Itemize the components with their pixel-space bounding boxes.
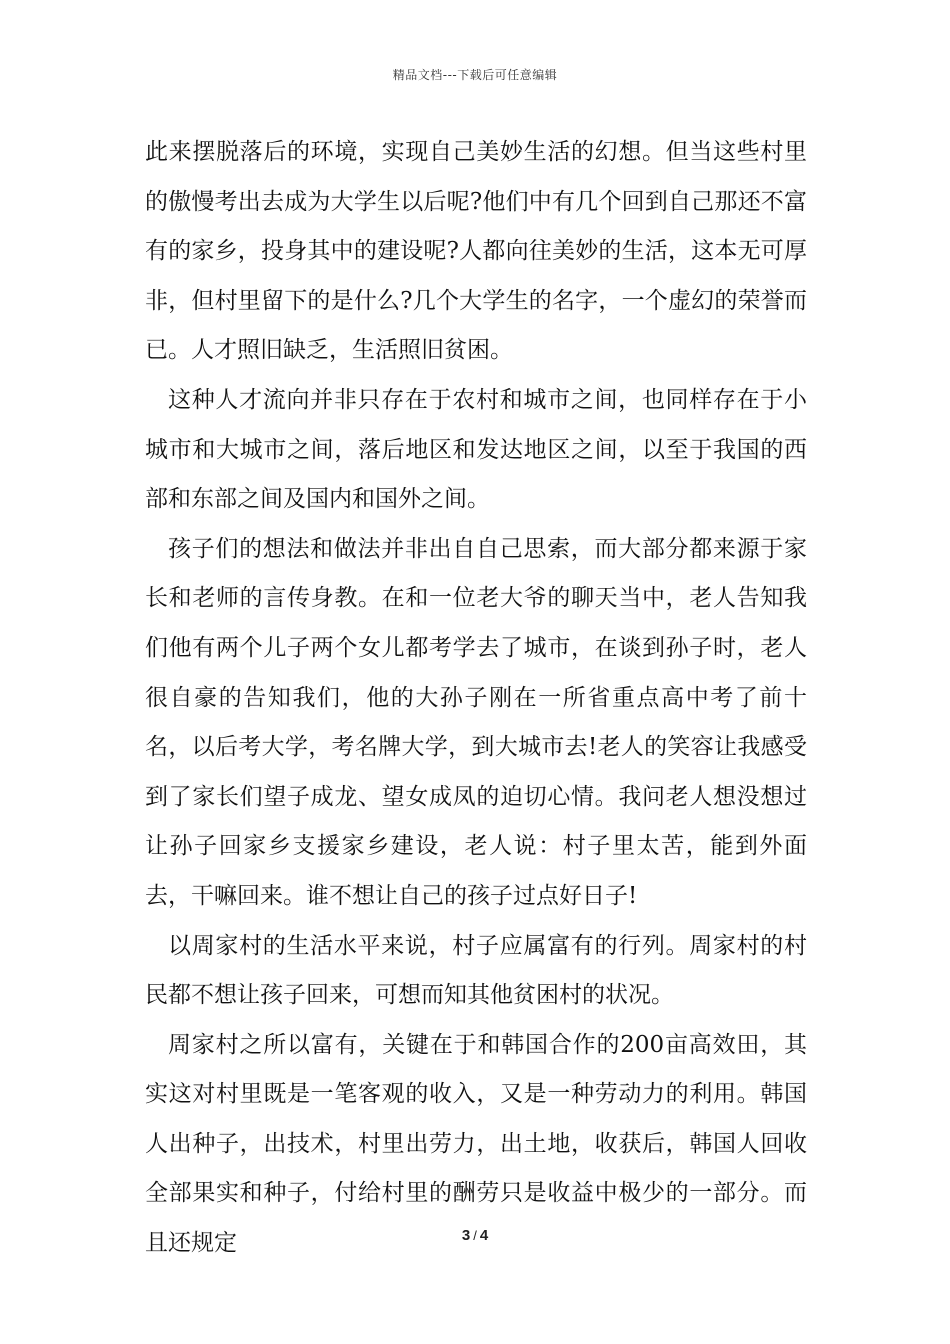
paragraph-1: 此来摆脱落后的环境，实现自己美妙生活的幻想。但当这些村里的傲慢考出去成为大学生以后呢?他们中有几个回到自己那还不富有的家乡，投身其中的建设呢?人都向往美妙的生活，这本无可厚非，但村里留下的是什么?几个大学生的名字，一个虚幻的荣誉而已。人才照旧缺乏，生活照旧贫困。 <box>145 139 807 364</box>
page-header: 精品文档---下载后可任意编辑 <box>392 68 558 82</box>
current-page-number: 3 <box>461 1227 471 1244</box>
page-number-separator: / <box>473 1228 477 1243</box>
paragraph-4: 以周家村的生活水平来说，村子应属富有的行列。周家村的村民都不想让孩子回来，可想而知其他贫困村的状况。 <box>145 932 807 1009</box>
total-pages-number: 4 <box>479 1227 489 1244</box>
page-number <box>0 1227 950 1244</box>
document-body <box>145 128 807 1269</box>
paragraph-2: 这种人才流向并非只存在于农村和城市之间，也同样存在于小城市和大城市之间，落后地区和发达地区之间，以至于我国的西部和东部之间及国内和国外之间。 <box>145 386 807 513</box>
paragraph-3: 孩子们的想法和做法并非出自自己思索，而大部分都来源于家长和老师的言传身教。在和一位老大爷的聊天当中，老人告知我们他有两个儿子两个女儿都考学去了城市，在谈到孙子时，老人很自豪的告知我们，他的大孙子刚在一所省重点高中考了前十名，以后考大学，考名牌大学，到大城市去!老人的笑容让我感受到了家长们望子成龙、望女成凤的迫切心情。我问老人想没想过让孙子回家乡支援家乡建设，老人说：村子里太苦，能到外面去，干嘛回来。谁不想让自己的孩子过点好日子! <box>145 535 807 909</box>
paragraph-5: 周家村之所以富有，关键在于和韩国合作的200亩高效田，其实这对村里既是一笔客观的收入，又是一种劳动力的利用。韩国人出种子，出技术，村里出劳力，出土地，收获后，韩国人回收全部果实和种子，付给村里的酬劳只是收益中极少的一部分。而且还规定 <box>145 1031 807 1257</box>
